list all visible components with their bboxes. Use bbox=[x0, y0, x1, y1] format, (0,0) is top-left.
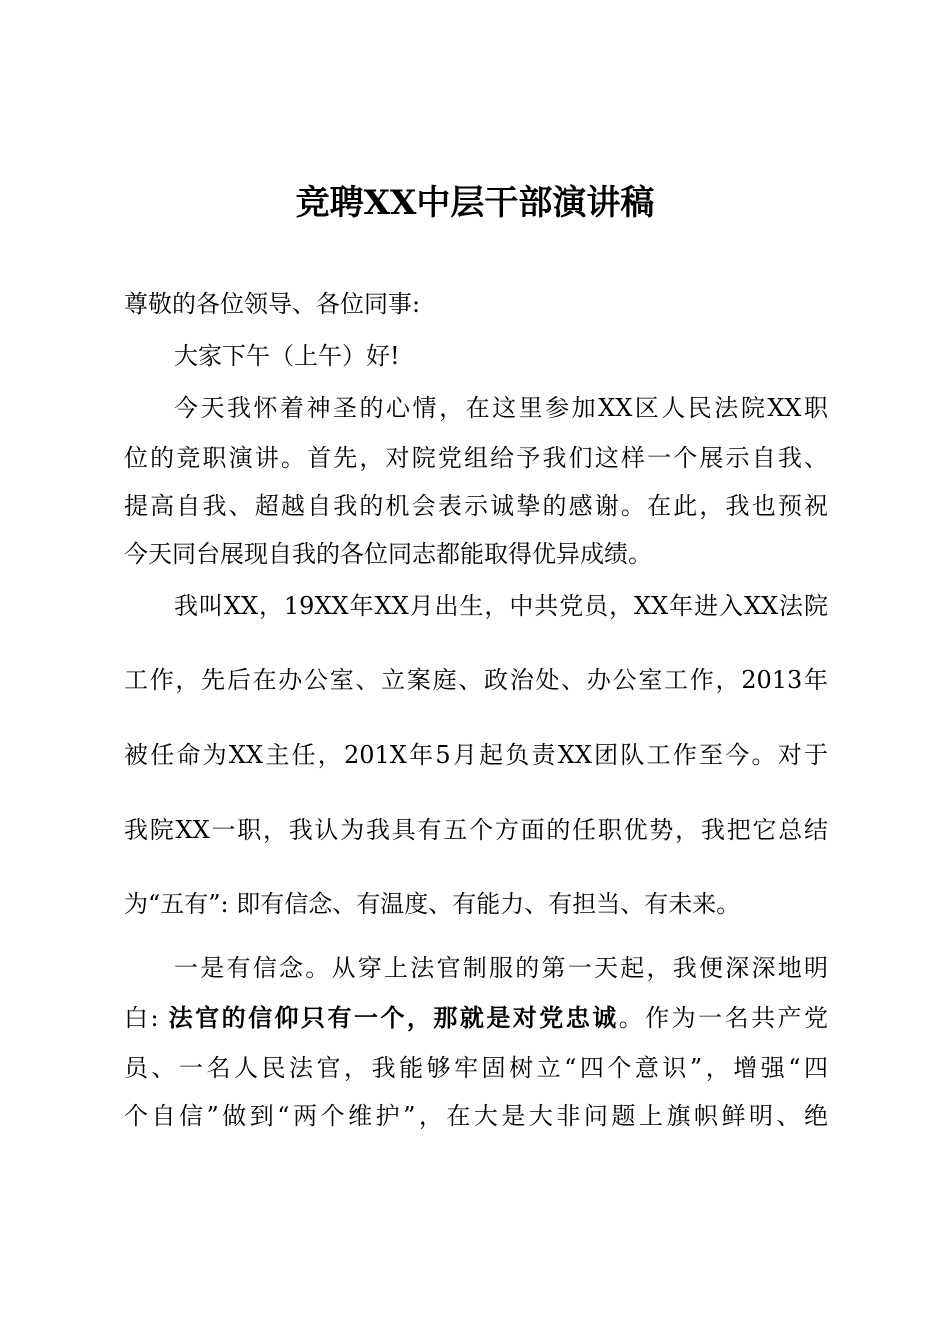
para2-last-prefix: 为“五有”: 即 bbox=[124, 890, 261, 918]
para3-line-2-rest: 。作为一名共产党 bbox=[618, 1004, 829, 1032]
para2-line-4: 我院XX一职，我认为我具有五个方面的任职优势，我把它总结 bbox=[124, 816, 828, 844]
para2-line-3: 被任命为XX主任，201X年5月起负责XX团队工作至今。对于 bbox=[124, 741, 828, 769]
greeting: 大家下午（上午）好! bbox=[174, 342, 400, 370]
para2-line-1: 我叫XX，19XX年XX月出生，中共党员，XX年进入XX法院 bbox=[174, 592, 828, 620]
loyalty-statement: 法官的信仰只有一个，那就是对党忠诚 bbox=[168, 1003, 619, 1032]
salutation: 尊敬的各位领导、各位同事: bbox=[124, 290, 421, 318]
para3-line-2 bbox=[124, 1000, 828, 1036]
para1-line-3: 提高自我、超越自我的机会表示诚挚的感谢。在此，我也预祝 bbox=[124, 492, 828, 520]
document-title: 竞聘XX中层干部演讲稿 bbox=[295, 183, 655, 223]
para3-line-4: 个自信”做到“两个维护”，在大是大非问题上旗帜鲜明、绝 bbox=[124, 1102, 828, 1130]
five-advantages: 有信念、有温度、有能力、有担当、有未来。 bbox=[260, 890, 741, 918]
para3-line-1 bbox=[174, 950, 828, 986]
para2-line-5 bbox=[124, 886, 828, 922]
para1-line-1: 今天我怀着神圣的心情，在这里参加XX区人民法院XX职 bbox=[174, 394, 828, 422]
point-one-heading: 一是有信念 bbox=[174, 954, 306, 982]
para3-line-1-rest: 。从穿上法官制服的第一天起，我便深深地明 bbox=[305, 954, 828, 982]
para2-line-2: 工作，先后在办公室、立案庭、政治处、办公室工作，2013年 bbox=[124, 666, 828, 694]
para1-line-2: 位的竞职演讲。首先，对院党组给予我们这样一个展示自我、 bbox=[124, 444, 828, 472]
para3-line-2-prefix: 白: bbox=[124, 1004, 169, 1032]
para3-line-3: 员、一名人民法官，我能够牢固树立“四个意识”，增强“四 bbox=[124, 1054, 828, 1082]
para1-line-4: 今天同台展现自我的各位同志都能取得优异成绩。 bbox=[124, 540, 652, 568]
